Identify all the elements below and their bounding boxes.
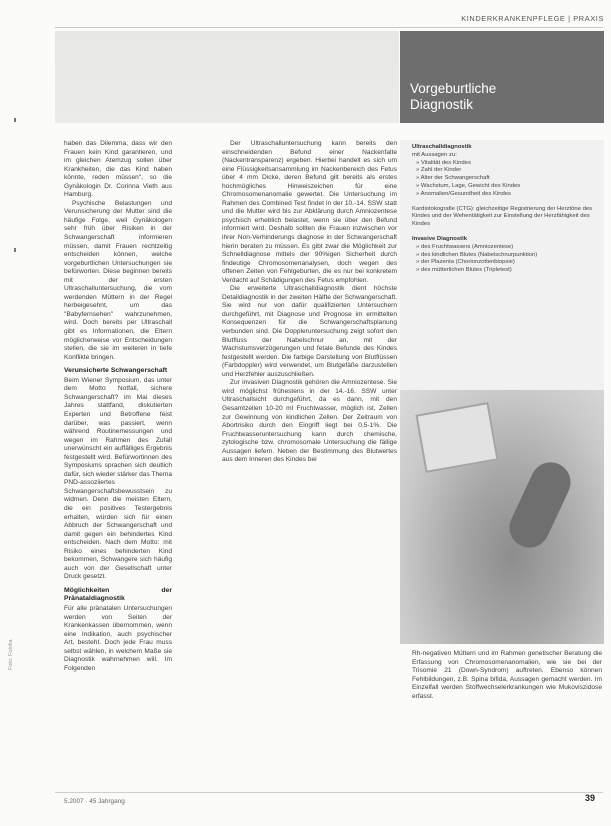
- col2-paragraph-3: Zur invasiven Diagnostik gehören die Amniozentese. Sie wird möglichst frühestens in der 14.-16. SSW unter Ultraschallsicht durchgeführt, da es dann, mit den Gesamtzellen 10-20 ml Fruchtwasser, möglich ist, Zellen zur Gewinnung von kindlichen Zellen. Der Zeitraum von Abortrisiko durch den Eingriff liegt bei 0,5-1%. Die Fruchtwasseruntersuchung kann durch chemische, zytologische bzw. chromosomale Untersuchung die fällige Aussagen liefern. Neben der Bestimmung des Blutwertes aus dem Inneren des Kindes bei: [222, 379, 397, 464]
- bottom-rule: [55, 792, 603, 793]
- info-ultrasound-subtitle: mit Aussagen zu:: [412, 151, 457, 158]
- header-photo: [55, 31, 399, 123]
- article-column-3: [412, 650, 602, 701]
- info-spacer: [412, 199, 596, 206]
- info-list-item: » des kindlichen Blutes (Nabelschnurpunktion): [416, 251, 538, 258]
- info-box: [400, 140, 604, 390]
- info-list-item: » Wachstum, Lage, Gewicht des Kindes: [416, 182, 521, 189]
- info-spacer: [412, 229, 596, 236]
- photo-credit: Foto: Fotolia: [8, 639, 14, 670]
- info-invasive-title: Invasive Diagnostik: [412, 235, 468, 242]
- info-list-item: » des Fruchtwassers (Amniozentese): [416, 243, 514, 250]
- fold-mark: [14, 248, 16, 252]
- section-title-box: [400, 31, 604, 123]
- info-list-item: » der Plazenta (Chorionzottenbiopsie): [416, 259, 515, 266]
- page-number: 39: [585, 793, 596, 803]
- ultrasound-probe-shape: [503, 456, 577, 554]
- section-title: [410, 81, 496, 113]
- col1-paragraph-3: Beim Wiener Symposium, das unter dem Motto Notfall, sichere Schwangerschaft? im Mai dieses Jahres stattfand, diskutierten Experten und Betroffene feist darüber, was passiert, wenn während Routinemessungen und wegen im Rahmen des Zufall unerwünscht ein auffälliges Ergebnis festgestellt wird. Befürwortinnen des Symposiums sprachen sich deutlich dafür, sich wieder stärker das Thema PND-assoziiertes Schwangerschaftsbewusstsein zu widmen. Denn die meisten Eltern, die ein positives Testergebnis erhalten, würden sich für einen Abbruch der Schwangerschaft und damit gegen ein behindertes Kind entscheiden. Nach dem Motto: mit Risiko eines behinderten Kind bekommen, Schwangere sich häufig auch von der Gesellschaft unter Druck gesetzt.: [64, 376, 172, 581]
- article-column-2: [222, 140, 397, 465]
- info-list-item: » des mütterlichen Blutes (Tripletest): [416, 267, 512, 274]
- col2-paragraph-1: Der Ultraschalluntersuchung kann bereits den einschneidenden Befund einer Nackenfalte (Nackentransparenz) ergeben. Hierbei handelt es sich um eine Flüssigkeitsansammlung im Nackenbereich des Fetus über 4 mm Dicke, deren Befund gilt bereits als erstes hochmögliches Hinweiszeichen für eine Chromosomenanomalie gewertet. Die Untersuchung im Rahmen des Combined Test findet in der 10.-14. SSW statt und die Mutter wird bis zur Abklärung durch Amniozentese psychisch erheblich belastet, wenn sie über den Befund informiert wird. Deshalb sollten die Frauen inzwischen vor ihrer Non-Verhinderungs diagnose in der Schwangerschaft hierin beraten zu müssen. Es gibt zwar die Möglichkeit zur Schnelldiagnose mittels der 90%igen Sicherheit durch findeutige Chromosomenanalysen, doch wegen des offenen Zeiten von Fehlgeburten, die es nur bei konkretem Verdacht auf Schädigungen des Fetus empfohlen.: [222, 140, 397, 284]
- col2-paragraph-2: Die erweiterte Ultraschalldiagnostik dient höchste Detaildiagnostik in der zweiten Hälfte der Schwangerschaft. Sie wird nur von dafür qualifizierten Untersuchern durchgeführt, mit Diagnose und Prognose im ermittelten Konsequenzen für die Schwangerschaftsplanung verbunden sind. Die Doppleruntersuchung zeigt sofort den Blutfluss der Nabelschnur an, mit der Wachstumsverzögerungen und fetale Befunde des Kindes festgestellt werden. Die farbige Darstellung von Blutflüssen (Farbdoppler) wird verwendet, um Blutgefäße darzustellen und Herzfehler auszuschließen.: [222, 285, 397, 378]
- running-header: KINDERKRANKENPFLEGE | PRAXIS: [461, 14, 604, 23]
- col1-paragraph-2: Psychische Belastungen und Verunsicherung der Mutter sind die häufige Folge, weil Gynäkologen sehr früh über Risiken in der Schwangerschaft informieren müssen, damit Frauen rechtzeitig entscheiden können, welche vorgeburtlichen Untersuchungen sie befürworten. Diese beginnen bereits mit der ersten Ultraschalluntersuchung, die vom werdenden Müttern in der Regel herbeigesehnt, um das "Babyfernsehen" wahrzunehmen, wird. Doch bereits per Ultraschall gibt es Informationen, die Eltern möglicherweise vor Entscheidungen stellen, die sie im weiteren in tiefe Konflikte bringen.: [64, 199, 172, 361]
- footer-issue: 5.2007 · 45 Jahrgang: [64, 798, 125, 805]
- info-list-item: » Anomalien/Gesundheit des Kindes: [416, 190, 511, 197]
- col1-paragraph-1: haben das Dilemma, dass wir den Frauen kein Kind garantieren, und im gleichen Atemzug sollen über Krankheiten, die das Kind haben könnte, reden müssen", so die Gynäkologin Dr. Corinna Vieth aus Hamburg.: [64, 140, 172, 199]
- col1-subheading-2: Möglichkeiten der Pränataldiagnostik: [64, 586, 172, 603]
- info-list-item: » Zahl der Kinder: [416, 167, 462, 174]
- info-list-item: » Alter der Schwangerschaft: [416, 175, 490, 182]
- info-list-item: » Vitalität des Kindes: [416, 159, 471, 166]
- info-ultrasound-title: Ultraschalldiagnostik: [412, 144, 472, 150]
- article-column-1: [64, 140, 172, 673]
- col3-paragraph-1: Rh-negativen Müttern und im Rahmen genetischer Beratung die Erfassung von Chromosomenanomalien, wie sie bei der Trisomie 21 (Down-Syndrom) auftreten. Ebenso können Fehlbildungen, z.B. Spina bifida, Aussagen gemacht werden. Im Einzelfall werden Stoffwechselerkrankungen wie Mukoviszidose erfasst.: [412, 650, 602, 700]
- top-rule: [55, 27, 603, 28]
- section-title-line1: Vorgeburtliche: [410, 81, 497, 96]
- fold-mark: [14, 118, 16, 122]
- section-title-line2: Diagnostik: [410, 97, 474, 112]
- col1-subheading-1: Verunsicherte Schwangerschaft: [64, 367, 168, 375]
- ultrasound-photo: [400, 390, 604, 644]
- info-box-content: [400, 140, 604, 275]
- ultrasound-monitor-shape: [415, 402, 498, 473]
- info-ctg-text: Kardiotokografie (CTG): gleichzeitige Registrierung der Herztöne des Kindes und der Wehentätigkeit zur Einstellung der Herzfähigkeit des Kindes: [412, 205, 593, 228]
- col1-paragraph-4: Für alle pränatalen Untersuchungen werden von Seiten der Krankenkassen übernommen, wenn eine Indikation, auch psychischer Art, besteht. Doch jede Frau muss selbst wählen, in welchem Maße sie Diagnostik wahrnehmen will. Im Folgenden: [64, 604, 172, 672]
